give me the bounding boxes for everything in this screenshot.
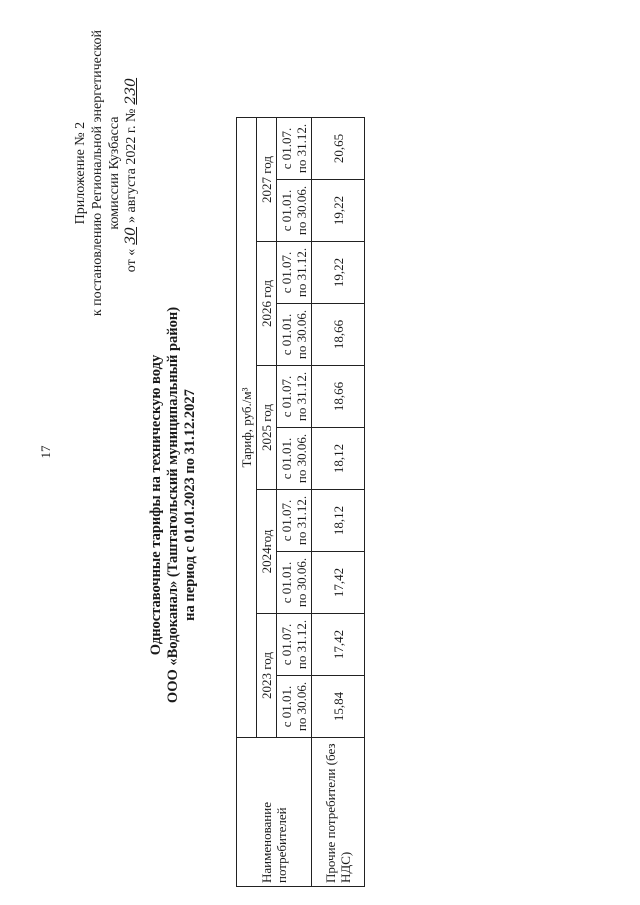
consumer-name-header: Наименование потребителей	[237, 738, 312, 887]
tariff-value: 17,42	[312, 552, 365, 614]
period-to: по 30.06.	[294, 433, 309, 484]
tariff-value: 19,22	[312, 180, 365, 242]
period-from: с 01.01.	[279, 437, 294, 480]
period-to: по 31.12.	[294, 247, 309, 298]
period-header	[277, 552, 312, 614]
period-from: с 01.01.	[279, 561, 294, 604]
year-2023: 2023 год	[257, 614, 277, 738]
tariff-value: 20,65	[312, 118, 365, 180]
appendix-line-2: к постановлению Региональной энергетической	[90, 30, 105, 317]
title-line-3: на период с 01.01.2023 по 31.12.2027	[182, 389, 198, 621]
period-from: с 01.07.	[279, 251, 294, 294]
table-header-row	[237, 118, 257, 887]
tariff-value: 19,22	[312, 242, 365, 304]
period-to: по 30.06.	[294, 309, 309, 360]
period-header	[277, 180, 312, 242]
period-to: по 30.06.	[294, 185, 309, 236]
tariff-value: 17,42	[312, 614, 365, 676]
period-header	[277, 304, 312, 366]
tariff-table	[236, 117, 365, 887]
year-2024: 2024год	[257, 490, 277, 614]
period-header	[277, 428, 312, 490]
period-from: с 01.01.	[279, 685, 294, 728]
period-header	[277, 242, 312, 304]
period-from: с 01.01.	[279, 189, 294, 232]
appendix-line-1: Приложение № 2	[73, 121, 88, 225]
rotated-page-content	[56, 0, 410, 905]
period-header	[277, 490, 312, 552]
period-from: с 01.07.	[279, 623, 294, 666]
period-header	[277, 366, 312, 428]
period-to: по 30.06.	[294, 681, 309, 732]
date-prefix: от «	[124, 248, 139, 273]
tariff-value: 15,84	[312, 676, 365, 738]
period-to: по 30.06.	[294, 557, 309, 608]
year-2026: 2026 год	[257, 242, 277, 366]
period-from: с 01.07.	[279, 375, 294, 418]
period-to: по 31.12.	[294, 123, 309, 174]
year-2025: 2025 год	[257, 366, 277, 490]
title-line-2: ООО «Водоканал» (Таштагольский муниципальный район)	[165, 306, 181, 704]
tariff-header: Тариф, руб./м³	[237, 118, 257, 738]
period-header	[277, 614, 312, 676]
appendix-date-line	[123, 30, 140, 316]
table-row	[312, 118, 365, 887]
handwritten-number: 230	[123, 77, 139, 105]
period-from: с 01.07.	[279, 499, 294, 542]
tariff-value: 18,66	[312, 366, 365, 428]
title-line-1: Одноставочные тарифы на техническую воду	[148, 354, 164, 656]
period-to: по 31.12.	[294, 371, 309, 422]
appendix-line-3: комиссии Кузбасса	[107, 116, 122, 230]
page-number: 17	[38, 445, 53, 459]
period-from: с 01.01.	[279, 313, 294, 356]
date-middle: » августа 2022 г. №	[124, 108, 139, 223]
appendix-header	[72, 30, 140, 316]
document-title	[148, 255, 199, 755]
tariff-value: 18,66	[312, 304, 365, 366]
tariff-value: 18,12	[312, 428, 365, 490]
period-to: по 31.12.	[294, 495, 309, 546]
period-header	[277, 676, 312, 738]
consumer-name: Прочие потребители (без НДС)	[312, 738, 365, 887]
year-2027: 2027 год	[257, 118, 277, 242]
period-header	[277, 118, 312, 180]
period-to: по 31.12.	[294, 619, 309, 670]
handwritten-day: 30	[123, 226, 139, 245]
tariff-value: 18,12	[312, 490, 365, 552]
period-from: с 01.07.	[279, 127, 294, 170]
